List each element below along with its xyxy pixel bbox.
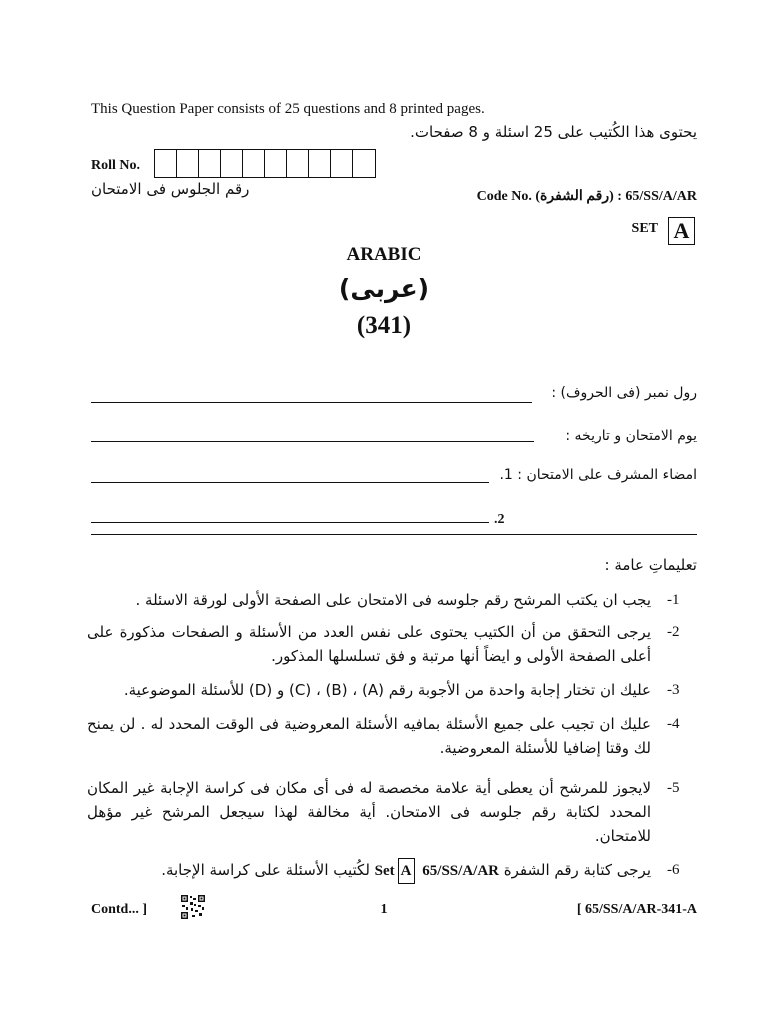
instruction-text: يجب ان يكتب المرشح رقم جلوسه فى الامتحان على الصفحة الأولى لورقة الاسئلة . xyxy=(135,591,651,609)
instruction-text: عليك ان تجيب على جميع الأسئلة بمافيه الأسئلة المعروضية فى الوقت المحدد له . لن يمنح لك وقتا إضافيا للأسئلة المعروضية. xyxy=(87,715,651,757)
instruction-item xyxy=(87,620,697,668)
roll-number-box[interactable] xyxy=(155,150,177,177)
instruction-item xyxy=(87,776,697,848)
instruction-text-end: لكُتيب الأسئلة على كراسة الإجابة. xyxy=(161,861,370,879)
instruction-text: عليك ان تختار إجابة واحدة من الأجوبة رقم (A) ، (B) ، (C) و (D) للأسئلة الموضوعية. xyxy=(123,681,651,699)
code-number: Code No. (رقم الشفرة) : 65/SS/A/AR xyxy=(476,189,697,204)
roll-number-box[interactable] xyxy=(353,150,375,177)
roll-number-box[interactable] xyxy=(221,150,243,177)
roll-number-label: Roll No. xyxy=(91,158,140,173)
field-invigilator-1-line[interactable] xyxy=(91,482,489,483)
field-exam-date-line[interactable] xyxy=(91,441,534,442)
subject-name-arabic: (عربى) xyxy=(338,274,430,303)
instruction-item xyxy=(87,588,697,612)
roll-number-box[interactable] xyxy=(265,150,287,177)
inline-set-label: Set xyxy=(374,863,395,879)
instruction-item xyxy=(87,712,697,760)
field-invigilator-2-label: .2 xyxy=(494,512,505,527)
paper-info-english: This Question Paper consists of 25 questions and 8 printed pages. xyxy=(91,101,485,117)
roll-number-boxes[interactable] xyxy=(154,149,376,178)
page-number: 1 xyxy=(380,902,388,917)
roll-number-box[interactable] xyxy=(309,150,331,177)
field-invigilator-1-label: امضاء المشرف على الامتحان : 1. xyxy=(499,467,697,483)
instructions-title: تعليماتِ عامة : xyxy=(604,556,697,574)
subject-code: (341) xyxy=(356,312,412,339)
instruction-number: -4 xyxy=(667,716,680,732)
paper-info-arabic: يحتوى هذا الكُتيب على 25 اسئلة و 8 صفحات. xyxy=(410,123,697,141)
inline-set-box: A xyxy=(398,858,415,884)
footer-continued: Contd... ] xyxy=(91,902,148,917)
instruction-number: -6 xyxy=(667,862,680,878)
roll-number-box[interactable] xyxy=(243,150,265,177)
set-label: SET xyxy=(631,221,658,236)
instruction-item xyxy=(87,858,697,884)
instruction-text: لايجوز للمرشح أن يعطى أية علامة مخصصة له فى أى مكان فى كراسة الإجابة غير المكان المحدد لكتابة رقم جلوسه فى الامتحان. أية مخالفة لهذا سيجعل المرشح غير مؤهل للامتحان. xyxy=(87,779,651,845)
instruction-text: يرجى التحقق من أن الكتيب يحتوى على نفس العدد من الأسئلة و الصفحات مذكورة على أعلى الصفحة الأولى و ايضاً أنها مرتبة و فق تسلسلها المذكور. xyxy=(87,623,651,665)
instruction-text xyxy=(87,858,651,884)
field-invigilator-2-line[interactable] xyxy=(91,522,489,523)
field-roll-in-words-line[interactable] xyxy=(91,402,532,403)
instruction-item xyxy=(87,678,697,702)
footer-paper-code: [ 65/SS/A/AR-341-A xyxy=(576,902,697,917)
instruction-text-start: يرجى كتابة رقم الشفرة xyxy=(503,861,651,879)
instruction-number: -1 xyxy=(667,592,680,608)
instruction-number: -5 xyxy=(667,780,680,796)
roll-number-box[interactable] xyxy=(177,150,199,177)
instruction-number: -3 xyxy=(667,682,680,698)
section-divider xyxy=(91,534,697,535)
roll-number-box[interactable] xyxy=(199,150,221,177)
set-value-box: A xyxy=(668,217,695,245)
instruction-number: -2 xyxy=(667,624,680,640)
roll-number-box[interactable] xyxy=(331,150,353,177)
field-roll-in-words-label: رول نمبر (فى الحروف) : xyxy=(551,385,697,401)
roll-number-label-arabic: رقم الجلوس فى الامتحان xyxy=(91,180,250,198)
roll-number-box[interactable] xyxy=(287,150,309,177)
inline-code-number: 65/SS/A/AR xyxy=(422,863,499,879)
field-exam-date-label: يوم الامتحان و تاريخه : xyxy=(565,428,697,444)
subject-name-english: ARABIC xyxy=(346,244,422,265)
inline-set-group xyxy=(375,863,418,879)
